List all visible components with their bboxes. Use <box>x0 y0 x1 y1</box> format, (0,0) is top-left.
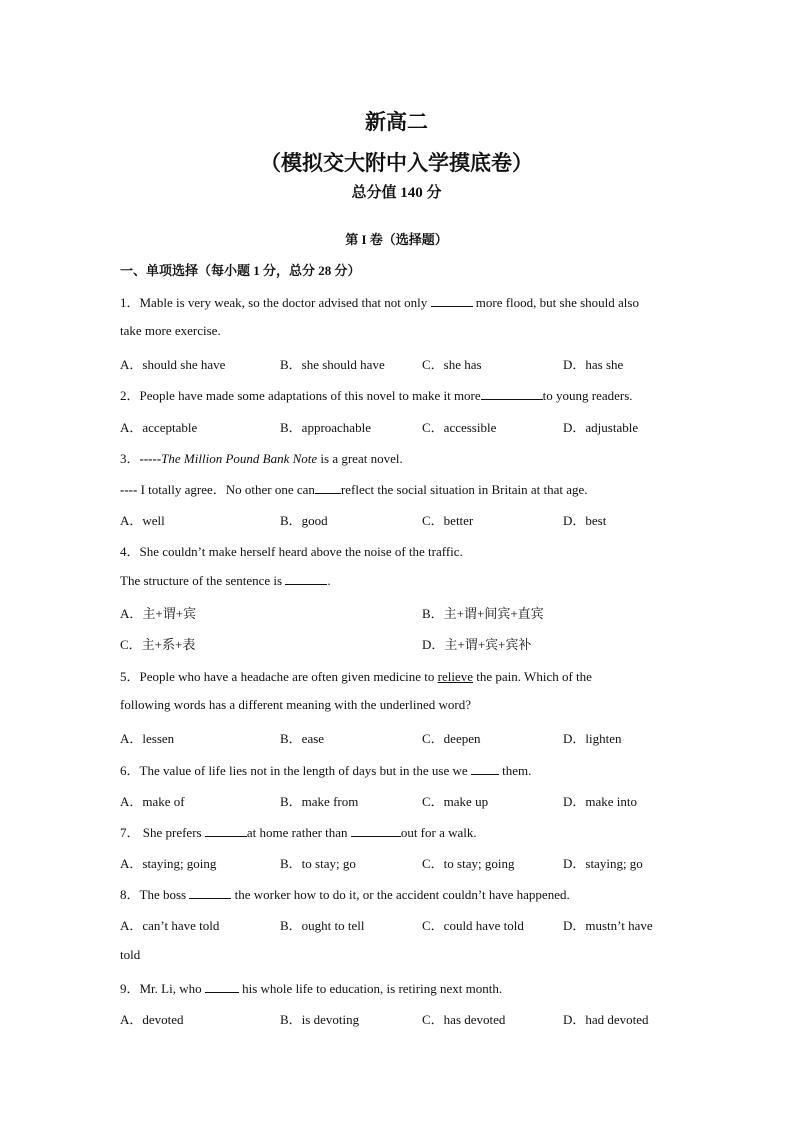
question-6 <box>120 760 531 779</box>
q7-option-c: C．to stay; going <box>422 856 515 871</box>
q9-option-a: A．devoted <box>120 1012 184 1027</box>
q5-option-d: D．lighten <box>563 731 622 746</box>
q2-option-b: B．approachable <box>280 420 371 435</box>
q7-text-a: 7． She prefers <box>120 825 202 840</box>
q2-option-c: C．accessible <box>422 420 497 435</box>
question-9 <box>120 978 502 997</box>
q4-option-d: D．主+谓+宾+宾补 <box>422 637 532 652</box>
q4-blank <box>285 572 327 585</box>
q8-option-b: B．ought to tell <box>280 918 365 933</box>
q1-text-a: 1．Mable is very weak, so the doctor advised that not only <box>120 295 428 310</box>
total-score: 总分值 140 分 <box>351 185 442 201</box>
q4-option-a: A．主+谓+宾 <box>120 606 197 621</box>
q9-text-a: 9．Mr. Li, who <box>120 981 202 996</box>
q3-option-b: B．good <box>280 513 328 528</box>
q3-text-b: reflect the social situation in Britain at that age. <box>340 482 588 497</box>
q1-text-b: more flood, but she should also <box>475 295 639 310</box>
question-1 <box>120 292 639 311</box>
q7-option-a: A．staying; going <box>120 856 217 871</box>
q6-option-d: D．make into <box>563 794 638 809</box>
q7-blank-2 <box>351 824 401 837</box>
q6-option-b: B．make from <box>280 794 359 809</box>
question-8 <box>120 884 570 903</box>
q3-number: 3． <box>120 451 140 466</box>
q8-blank <box>189 886 231 899</box>
page-title: 新高二 <box>365 110 428 134</box>
question-5 <box>120 666 592 685</box>
q4-text-a: 4．She couldn’t make herself heard above the noise of the traffic. <box>120 544 463 559</box>
q5-option-c: C．deepen <box>422 731 481 746</box>
question-2 <box>120 385 633 404</box>
q1-blank <box>431 294 473 307</box>
q9-option-c: C．has devoted <box>422 1012 506 1027</box>
page-subtitle: （模拟交大附中入学摸底卷） <box>260 151 533 175</box>
q9-blank <box>205 980 239 993</box>
q1-option-b: B．she should have <box>280 357 385 372</box>
q8-option-c: C．could have told <box>422 918 524 933</box>
q5-option-b: B．ease <box>280 731 325 746</box>
q2-blank <box>481 387 543 400</box>
q7-blank-1 <box>205 824 247 837</box>
q5-option-a: A．lessen <box>120 731 175 746</box>
q8-text-a: 8．The boss <box>120 887 187 902</box>
q2-text-b: to young readers. <box>542 388 633 403</box>
q7-option-d: D．staying; go <box>563 856 643 871</box>
q1-option-a: A．should she have <box>120 357 226 372</box>
part-heading: 第 I 卷（选择题） <box>345 232 448 247</box>
q8-option-d-continued: told <box>120 947 141 962</box>
q6-option-a: A．make of <box>120 794 185 809</box>
q8-option-a: A．can’t have told <box>120 918 220 933</box>
q6-text-b: them. <box>502 763 532 778</box>
q5-text-b: the pain. Which of the <box>476 669 592 684</box>
q3-novel-title: The Million Pound Bank Note <box>161 451 318 466</box>
q5-text-c: following words has a different meaning with the underlined word? <box>120 697 472 712</box>
q4-option-c: C．主+系+表 <box>120 637 196 652</box>
q5-underlined-word: relieve <box>437 669 474 684</box>
q9-text-b: his whole life to education, is retiring next month. <box>242 981 503 996</box>
section-heading: 一、单项选择（每小题 1 分，总分 28 分） <box>120 263 361 278</box>
q9-option-b: B．is devoting <box>280 1012 360 1027</box>
q8-text-b: the worker how to do it, or the accident couldn’t have happened. <box>234 887 570 902</box>
q6-blank <box>471 762 499 775</box>
q3-blank <box>315 481 341 494</box>
q3-dash-2: ---- <box>120 482 138 497</box>
q3-dash: ----- <box>139 451 162 466</box>
q2-text-a: 2．People have made some adaptations of this novel to make it more <box>120 388 481 403</box>
q8-option-d: D．mustn’t have <box>563 918 653 933</box>
q1-option-c: C．she has <box>422 357 482 372</box>
q2-option-d: D．adjustable <box>563 420 639 435</box>
q4-option-b: B．主+谓+间宾+直宾 <box>422 606 544 621</box>
q1-option-d: D．has she <box>563 357 624 372</box>
q3-text-1: is a great novel. <box>320 451 403 466</box>
q3-option-c: C．better <box>422 513 474 528</box>
q9-option-d: D．had devoted <box>563 1012 649 1027</box>
q1-text-c: take more exercise. <box>120 323 221 338</box>
q7-text-c: out for a walk. <box>400 825 477 840</box>
q7-option-b: B．to stay; go <box>280 856 356 871</box>
q3-option-a: A．well <box>120 513 165 528</box>
q7-text-b: at home rather than <box>246 825 348 840</box>
q3-reply <box>120 479 588 498</box>
question-4-structure: The structure of the sentence is . <box>120 573 331 588</box>
question-7 <box>120 822 477 841</box>
q3-option-d: D．best <box>563 513 607 528</box>
q4-text-b: The structure of the sentence is <box>120 573 283 588</box>
question-3 <box>120 448 403 467</box>
q5-text-a: 5．People who have a headache are often given medicine to <box>120 669 435 684</box>
q3-text-a: I totally agree．No other one can <box>140 482 315 497</box>
q6-text-a: 6．The value of life lies not in the length of days but in the use we <box>120 763 468 778</box>
q2-option-a: A．acceptable <box>120 420 198 435</box>
q6-option-c: C．make up <box>422 794 489 809</box>
